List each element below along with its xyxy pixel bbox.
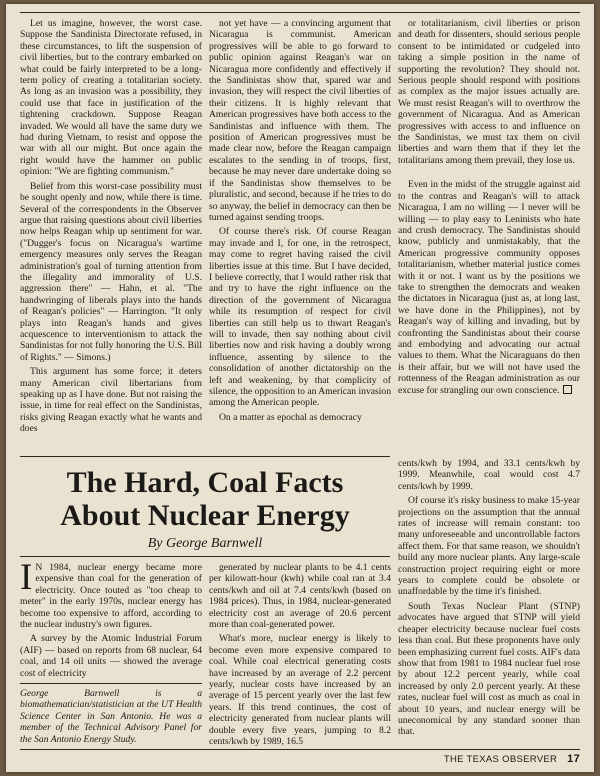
top-article-column-3 — [398, 18, 580, 452]
author-bio: George Barnwell is a biomathematician/statistician at the UT Health Science Center in San Antonio. He was a member of the Technical Advisory Panel for the San Antonio Energy Study. — [20, 688, 202, 745]
top-rule — [20, 12, 580, 13]
top-article-column-1 — [20, 18, 202, 452]
paragraph-text: Even in the midst of the struggle against aid to the contras and Reagan's will to attack Nicaragua, I am no willing — I never will be willing — to play easy to Leninists who hate and crush democracy. The Sandinistas should know, publicly and unmistakably, that the American progressive community opposes totalitarianism, whether material justice comes with it or not. I want us by the positions we take to strengthen the democrats and weaken the dictators in Nicaragua (just as, at long last, we have done in the Philippines), not by Reagan's way of killing and invading, but by confronting the Sandinistas about their course and embodying and advocating our actual values to them. What the Nicaraguans do then is their affair, but we will not have used the rottenness of the Reagan administration as our excuse for strangling our own conscience. — [398, 179, 580, 396]
page-footer — [396, 752, 580, 766]
footer-rule — [20, 749, 580, 750]
article-title-line-1: The Hard, Coal Facts — [66, 466, 344, 499]
top-article-column-2 — [209, 18, 391, 452]
publication-name: THE TEXAS OBSERVER — [443, 753, 558, 765]
paragraph: On a matter as epochal as democracy — [219, 411, 362, 423]
bio-rule — [20, 683, 202, 684]
bottom-article-column-2 — [209, 562, 391, 746]
paragraph: This argument has some force; it deters many American civil libertarians from speaking up as I have done. But not raising the issue, in time for real effect on the Sandinistas, risks giving Reagan exactly what he wants and does — [20, 366, 202, 435]
paragraph: Of course it's risky business to make 15-year projections on the assumption that the annual rates of increase will remain constant: too many unforeseeable and uncontrollable factors affect them. For that same reason, we shouldn't build any more nuclear plants. Any large-scale construction project requiring eight or more years to complete could be obsolete or unaffordable by the time it's finished. — [398, 495, 580, 598]
paragraph: Of course there's risk. Of course Reagan may invade and I, for one, in the retrospect, may come to regret having raised the civil liberties issue at this time. But I have decided, I believe correctly, that I would rather risk that and try to have the right influence on the direction of the government of Nicaragua while its resumption of respect for civil liberties can still help us to thwart Reagan's will to invade, then say nothing about civil liberties now and risk having a doubly wrong influence, assenting by silence to the consolidation of another dictatorship on the left and weakening, by that complicity of silence, the opposition to an American invasion among the American people. — [209, 226, 391, 409]
paragraph: Let us imagine, however, the worst case. Suppose the Sandinista Directorate refused, in these circumstances, to lift the suspension of civil liberties, but to the contrary embarked on what could be fairly interpreted to be a long-term policy of creating a totalitarian society. As long as an invasion was a possibility, they could use that face in justification of the tightening crackdown. Suppose Reagan invaded. We would all have the same duty we had during Vietnam, to resist and oppose the war with all our might. But once again the right would have the hammer on public opinion: "We are fighting communism." — [20, 18, 202, 178]
byline-rule — [20, 556, 390, 557]
paragraph: or totalitarianism, civil liberties or prison and death for dissenters, should serious people consent to be intimidated or cudgeled into taking a simple position in the name of supporting the revolution? They should not. Serious people should respond with positions as complex as the major issues actually are. We must resist Reagan's will to overthrow the government of Nicaragua. And as American progressives with access to and influence on the Sandinistas, we must tax them on civil liberties and warn them that if they let the totalitarians among them prevail, they lose us. — [398, 18, 580, 166]
article-byline: By George Barnwell — [147, 536, 263, 551]
bottom-article-column-3 — [398, 458, 580, 748]
paragraph — [20, 562, 202, 630]
paragraph-text: N 1984, nuclear energy became more expensive than coal for the generation of electricity. Once touted as "too cheap to meter" in the early 1970s, nuclear energy has become too expensive to afford, according to the nuclear industry's own figures. — [20, 562, 202, 631]
drop-cap: I — [20, 562, 33, 598]
paragraph: South Texas Nuclear Plant (STNP) advocates have argued that STNP will yield cheaper electricity because nuclear fuel costs less than coal. But these proponents have only been emphasizing current fuel costs. AIF's data show that from 1981 to 1984 nuclear fuel rose by about 12.2 percent yearly, while coal increased by only 2.0 percent yearly. At these rates, nuclear fuel will cost as much as coal in about 10 years, and nuclear energy will be uneconomical by any standard sooner than that. — [398, 600, 580, 738]
paragraph: A survey by the Atomic Industrial Forum (AIF) — based on reports from 68 nuclear, 64 coal, and 14 oil units — showed the average cost of electricity — [20, 633, 202, 679]
paragraph: What's more, nuclear energy is likely to become even more expensive compared to coal. While coal electrical generating costs have increased by an average of 2.2 percent yearly, nuclear costs have increased by an average of 15 percent yearly over the last few years. If this trend continues, the cost of electricity generated from nuclear plants will double every five years, jumping to 8.2 cents/kwh by 1989, 16.5 — [209, 633, 391, 746]
article-title-line-2: About Nuclear Energy — [60, 499, 350, 532]
paragraph: generated by nuclear plants to be 4.1 cents per kilowatt-hour (kwh) while coal ran at 3.4 cents/kwh and oil at 7.4 cents/kwh (based on 1984 prices). Thus, in 1984, nuclear-generated electricity cost an average of 20.6 percent more than coal-generated power. — [209, 562, 391, 631]
paragraph — [398, 179, 580, 396]
paragraph: cents/kwh by 1994, and 33.1 cents/kwh by 1999. Meanwhile, coal would cost 4.7 cents/kwh by 1999. — [398, 458, 580, 492]
title-top-rule — [20, 456, 390, 457]
end-of-article-mark — [563, 385, 572, 394]
bottom-article-column-1 — [20, 562, 202, 746]
page-number: 17 — [567, 753, 580, 765]
article-title — [20, 466, 390, 532]
paragraph: Belief from this worst-case possibility must be sought openly and now, while there is time. Several of the correspondents in the Observer argue that raising questions about civil liberties now helps Reagan whip up sentiment for war. ("Dugger's focus on Nicaragua's wartime emergency measures only serves the Reagan administration's goal of turning attention from the illegality and immorality of U.S. aggression there" — Hahn, et al. "The handwringing of liberals plays into the hands of Reagan's policies" — Harrington. "It only plays into Reagan's hands and gives acquescence to interventionism to attack the Sandinistas for not fully honoring the U.S. Bill of Rights." — Simons.) — [20, 180, 202, 363]
paragraph: not yet have — a convincing argument that Nicaragua is communist. American progressives will be able to go forward to public opinion against Reagan's war on Nicaragua more confidently and effectively if the Sandinistas show that, spared war and invasion, they will respect the civil liberties of their citizens. It is highly relevant that American progressives have both access to the Sandinistas and influence with them. The position of American progressives must be made clear now, before the Reagan campaign escalates to the sending in of troops, first, because he may never dare undertake doing so if the Sandinistas show themselves to be pluralistic, and second, because if he tries to do so anyway, the belief in democracy can then be turned against sending troops. — [209, 18, 391, 223]
magazine-page — [6, 4, 594, 772]
